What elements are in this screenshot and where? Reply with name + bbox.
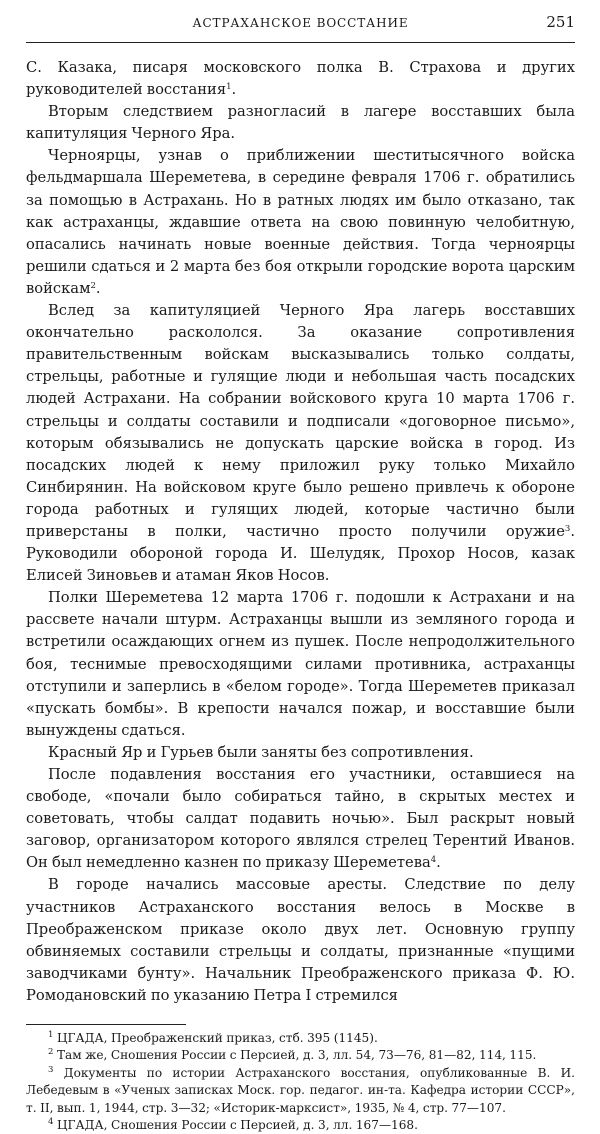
paragraph <box>26 145 575 300</box>
paragraph-text-end: . <box>436 854 441 872</box>
paragraph <box>26 57 575 101</box>
paragraph-text: Вслед за капитуляцией Черного Яра лагерь восставших окончательно раскололся. За оказание сопротивления правительственным войскам высказывались только солдаты, стрельцы, работные и гулящие люди и небольшая часть посадских людей Астрахани. На собрании войскового круга 10 марта 1706 г. стрельцы и солдаты составили и подписали «договорное письмо», которым обязывались не допускать царские войска в город. Из посадских людей к нему приложил руку только Михайло Синбирянин. На войсковом круге было решено привлечь к обороне города работных и гулящих людей, которые частично были приверстаны в полки, частично просто получили оружие <box>26 302 575 540</box>
footnote-divider <box>26 1024 186 1025</box>
footnote-ref: 1 <box>226 82 232 93</box>
footnote-mark: 3 <box>48 1064 54 1075</box>
page-number: 251 <box>546 13 575 31</box>
running-title: АСТРАХАНСКОЕ ВОССТАНИЕ <box>192 16 409 30</box>
paragraph-text-end: . Руководили обороной города И. Шелудяк, Прохор Носов, казак Елисей Зиновьев и атаман Яков Носов. <box>26 522 575 585</box>
paragraph-text: С. Казака, писаря московского полка В. Страхова и других руководителей восстания <box>26 59 575 99</box>
paragraph: Красный Яр и Гурьев были заняты без сопротивления. <box>48 743 474 761</box>
footnotes <box>26 1030 575 1134</box>
footnote <box>26 1117 575 1134</box>
footnote-mark: 1 <box>48 1030 54 1041</box>
footnote-ref: 2 <box>90 280 96 291</box>
paragraph-text: Черноярцы, узнав о приближении шеститысячного войска фельдмаршала Шереметева, в середине февраля 1706 г. обратились за помощью в Астрахань. Но в ратных людях им было отказано, так как астраханцы, ждавшие ответа на свою повинную челобитную, опасались начинать новые военные действия. Тогда черноярцы решили сдаться и 2 марта без боя открыли городские ворота царским войскам <box>26 147 575 297</box>
footnote-text: ЦГАДА, Преображенский приказ, стб. 395 (1145). <box>56 1031 378 1046</box>
paragraph-text-end: . <box>95 279 101 297</box>
page-header <box>26 0 575 43</box>
footnote-mark: 2 <box>48 1047 54 1058</box>
footnote <box>26 1065 575 1117</box>
paragraph-text-end: . <box>231 81 237 99</box>
body-text <box>26 57 575 1007</box>
footnote-text: ЦГАДА, Сношения России с Персией, д. 3, лл. 167—168. <box>56 1118 418 1133</box>
paragraph: Полки Шереметева 12 марта 1706 г. подошли к Астрахани и на рассвете начали штурм. Астраханцы вышли из земляного города и встретили осаждающих огнем из пушек. После непродолжительного боя, теснимые превосходящими силами противника, астраханцы отступили и заперлись в «белом городе». Тогда Шереметев приказал «пускать бомбы». В крепости начался пожар, и восставшие были вынуждены сдаться. <box>26 589 575 739</box>
footnote-text: Документы по истории Астраханского восстания, опубликованные В. И. Лебедевым в «Ученых записках Моск. гор. педагог. ин-та. Кафедра истории СССР», т. II, вып. 1, 1944, стр. 3—32; «Историк-марксист», 1935, № 4, стр. 77—107. <box>26 1065 575 1115</box>
paragraph: В городе начались массовые аресты. Следствие по делу участников Астраханского восстания велось в Москве в Преображенском приказе около двух лет. Основную группу обвиняемых составили стрельцы и солдаты, признанные «пущими заводчиками бунту». Начальник Преображенского приказа Ф. Ю. Ромодановский по указанию Петра I стремился <box>26 876 575 1004</box>
footnote <box>26 1047 575 1064</box>
footnote-ref: 4 <box>430 855 437 866</box>
footnote-text: Там же, Сношения России с Персией, д. 3, лл. 54, 73—76, 81—82, 114, 115. <box>56 1048 537 1063</box>
paragraph <box>26 300 575 587</box>
footnote-ref: 3 <box>564 523 571 534</box>
paragraph <box>26 764 575 874</box>
footnote-mark: 4 <box>48 1117 54 1128</box>
paragraph: Вторым следствием разногласий в лагере восставших была капитуляция Черного Яра. <box>26 103 575 143</box>
footnote <box>26 1030 575 1047</box>
paragraph-text: После подавления восстания его участники, оставшиеся на свободе, «почали было собираться тайно, в скрытых местех и советовать, чтобы салдат подавить ночью». Был раскрыт новый заговор, организатором которого являлся стрелец Терентий Иванов. Он был немедленно казнен по приказу Шереметева <box>26 766 575 872</box>
